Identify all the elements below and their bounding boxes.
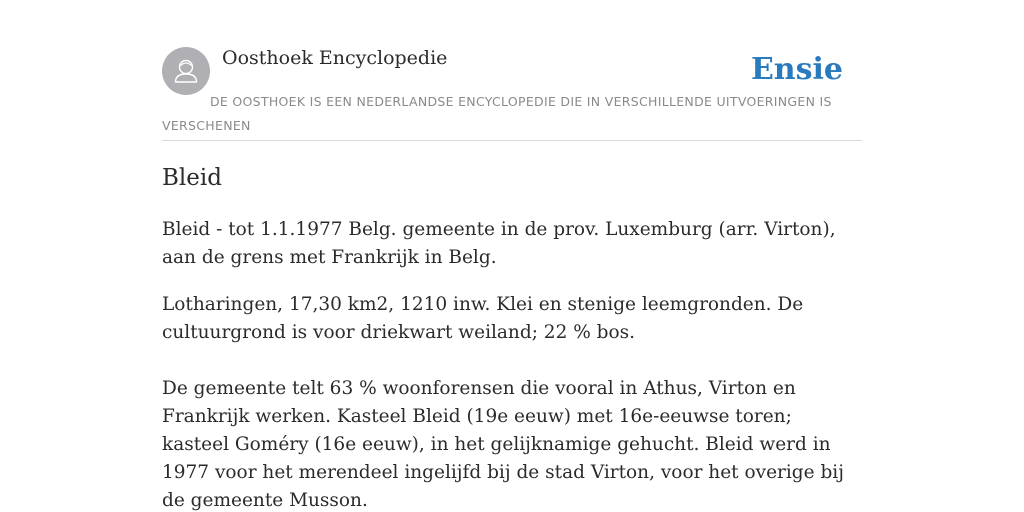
header — [162, 46, 862, 141]
ensie-logo-link[interactable]: Ensie — [750, 52, 843, 87]
article-paragraph: De gemeente telt 63 % woonforensen die vooral in Athus, Virton en Frankrijk werken. Kasteel Bleid (19e eeuw) met 16e-eeuwse toren; kasteel Goméry (16e eeuw), in het gelijknamige gehucht. Bleid werd in 1977 voor het merendeel ingelijfd bij de stad Virton, voor het overige bij de gemeente Musson. — [162, 378, 844, 511]
article-paragraph: Bleid - tot 1.1.1977 Belg. gemeente in de prov. Luxemburg (arr. Virton), aan de grens met Frankrijk in Belg. — [162, 219, 836, 268]
source-description: DE OOSTHOEK IS EEN NEDERLANDSE ENCYCLOPEDIE DIE IN VERSCHILLENDE UITVOERINGEN IS VERSCHENEN — [162, 94, 832, 133]
user-icon — [162, 47, 210, 95]
article-title: Bleid — [162, 165, 222, 191]
article — [162, 162, 862, 512]
article-paragraph: Lotharingen, 17,30 km2, 1210 inw. Klei en stenige leemgronden. De cultuurgrond is voor driekwart weiland; 22 % bos. — [162, 294, 804, 343]
source-title[interactable]: Oosthoek Encyclopedie — [222, 47, 448, 69]
author-avatar[interactable] — [162, 47, 210, 95]
